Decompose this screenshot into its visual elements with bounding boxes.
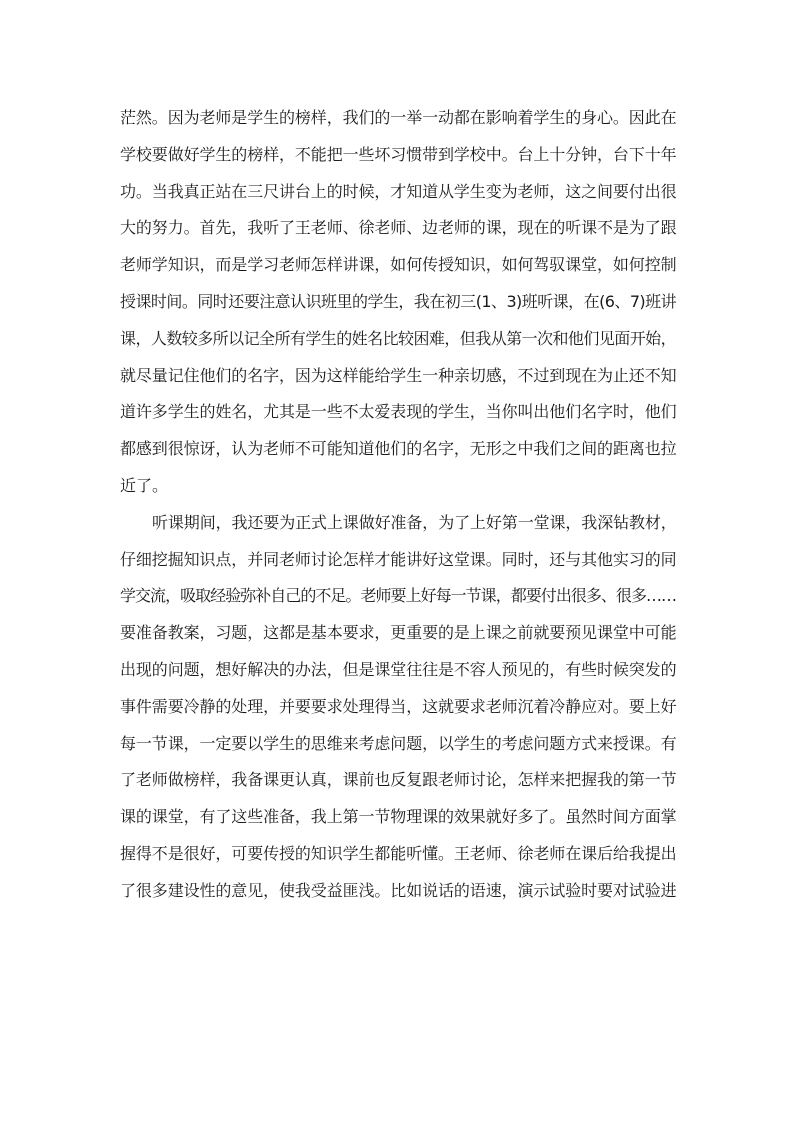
paragraph-1	[120, 100, 676, 505]
text-line: 事件需要冷静的处理，并要要求处理得当，这就要求老师沉着冷静应对。要上好	[120, 696, 677, 716]
text-line: 出现的问题，想好解决的办法，但是课堂往往是不容人预见的，有些时候突发的	[120, 659, 677, 679]
text-line: 茫然。因为老师是学生的榜样，我们的一举一动都在影响着学生的身心。因此在	[120, 108, 677, 127]
text-line: 就尽量记住他们的名字，因为这样能给学生一种亲切感，不过到现在为止还不知	[120, 365, 677, 385]
text-line: 道许多学生的姓名，尤其是一些不太爱表现的学生，当你叫出他们名字时，他们	[120, 402, 677, 422]
text-line: 功。当我真正站在三尺讲台上的时候，才知道从学生变为老师，这之间要付出很	[120, 181, 677, 201]
text-line: 要准备教案，习题，这都是基本要求，更重要的是上课之前就要预见课堂中可能	[120, 623, 677, 643]
text-line: 课，人数较多所以记全所有学生的姓名比较困难，但我从第一次和他们见面开始，	[120, 328, 676, 348]
document-body	[120, 100, 676, 910]
text-line: 老师学知识，而是学习老师怎样讲课，如何传授知识，如何驾驭课堂，如何控制	[120, 255, 677, 275]
text-line: 学校要做好学生的榜样，不能把一些坏习惯带到学校中。台上十分钟，台下十年	[120, 144, 677, 164]
text-line: 仔细挖掘知识点，并同老师讨论怎样才能讲好这堂课。同时，还与其他实习的同	[120, 549, 677, 569]
text-line: 学交流，吸取经验弥补自己的不足。老师要上好每一节课，都要付出很多、很多……	[120, 586, 676, 606]
text-line: 了很多建设性的意见，使我受益匪浅。比如说话的语速，演示试验时要对试验进	[120, 880, 677, 900]
paragraph-2	[120, 505, 676, 910]
text-line: 授课时间。同时还要注意认识班里的学生，我在初三(1、3)班听课，在(6、7)班讲	[120, 291, 676, 311]
text-line: 近了。	[120, 475, 169, 495]
text-line: 每一节课，一定要以学生的思维来考虑问题，以学生的考虑问题方式来授课。有	[120, 733, 677, 753]
text-line: 都感到很惊讶，认为老师不可能知道他们的名字，无形之中我们之间的距离也拉	[120, 439, 677, 459]
text-line: 了老师做榜样，我备课更认真，课前也反复跟老师讨论，怎样来把握我的第一节	[120, 770, 677, 790]
text-line: 听课期间，我还要为正式上课做好准备，为了上好第一堂课，我深钻教材，	[152, 512, 677, 532]
text-line: 握得不是很好，可要传授的知识学生都能听懂。王老师、徐老师在课后给我提出	[120, 843, 677, 863]
text-line: 大的努力。首先，我听了王老师、徐老师、边老师的课，现在的听课不是为了跟	[120, 218, 677, 238]
text-line: 课的课堂，有了这些准备，我上第一节物理课的效果就好多了。虽然时间方面掌	[120, 807, 677, 827]
